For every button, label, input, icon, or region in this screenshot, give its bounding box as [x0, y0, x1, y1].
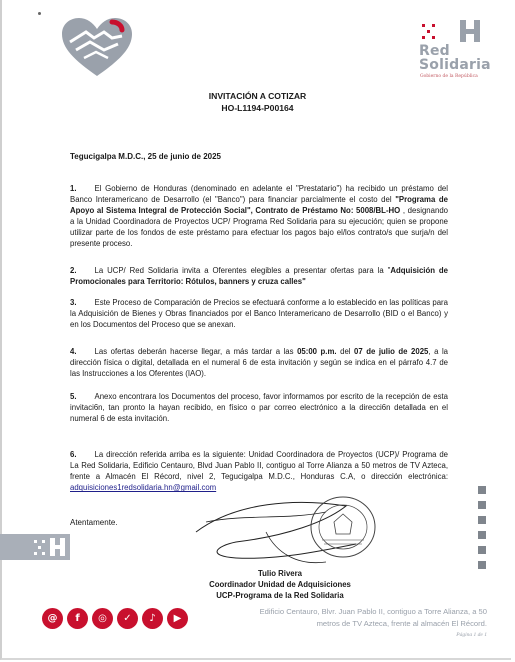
paragraph-number: 1.: [70, 184, 77, 193]
address-line-1: Edificio Centauro, Blvr. Juan Pablo II, contiguo a Torre Alianza, a 50: [259, 607, 487, 616]
paragraph-number: 3.: [70, 298, 77, 307]
closing-salutation: Atentamente.: [70, 518, 118, 527]
paragraph-text: , a la dirección física o digital, detallada en el numeral 6 de esta invitación y según se indica en el párrafo 4.7 de las Instrucciones a los Oferentes (IAO).: [70, 347, 449, 379]
paragraph-2: [70, 265, 448, 287]
page-number: Página 1 de 1: [456, 632, 487, 638]
heart-hands-logo-icon: [60, 16, 134, 78]
instagram-icon[interactable]: ◎: [92, 608, 113, 629]
org-name-line2: Solidaria: [419, 57, 491, 73]
org-name-line1: Red: [419, 43, 450, 59]
paragraph-3: [70, 297, 448, 330]
paragraph-text: La UCP/ Red Solidaria invita a Oferentes elegibles a presentar ofertas para la ": [94, 266, 391, 275]
paragraph-number: 6.: [70, 450, 77, 459]
decor-square: [478, 546, 486, 554]
facebook-icon[interactable]: f: [67, 608, 88, 629]
paragraph-text: Anexo encontrara los Documentos del proceso, favor informamos por escrito de la recepción de esta invitaci6n, tan pronto la hayan recibido, en físico o par correo electrónico a la direcci6n detallada en el numeral 6 de esta invitación.: [70, 392, 448, 424]
address-line-2: metros de TV Azteca, frente al almacén El Récord.: [316, 618, 487, 628]
paragraph-number: 2.: [70, 266, 77, 275]
paragraph-text: Las ofertas deberán hacerse llegar, a más tardar a las: [94, 347, 298, 356]
paragraph-4: [70, 346, 448, 379]
youtube-icon[interactable]: ▶: [167, 608, 188, 629]
decor-square: [478, 561, 486, 569]
paragraph-text: del: [336, 347, 355, 356]
threads-icon[interactable]: @: [42, 608, 63, 629]
side-flag-bar: [0, 534, 70, 560]
footer-address: [187, 606, 487, 629]
document-title: INVITACIÓN A COTIZAR: [208, 91, 307, 101]
program-name: "Programa de Apoyo al Sistema Integral de Protección Social", Contrato de Préstamo No: 5008/BL-HO: [70, 195, 448, 216]
signer-role: Coordinador Unidad de Adquisiciones: [209, 580, 351, 589]
paragraph-text: Este Proceso de Comparación de Precios se efectuará conforme a lo establecido en las políticas para la Adquisición de Bienes y Obras financiados por el Banco Interamericano de Desarrollo (BID o el Banco) y en los Documentos del Proceso que se anexan.: [70, 298, 448, 330]
email-link[interactable]: adquisiciones1redsolidaria.hn@gmail.com: [70, 483, 217, 493]
twitter-icon[interactable]: ✓: [117, 608, 138, 629]
paragraph-text: El Gobierno de Honduras (denominado en adelante el "Prestatario") ha recibido un préstamo del Banco Interamericano de Desarrollo (el "Banco") para financiar parcialmente el costo del: [70, 184, 448, 205]
org-subtitle: Gobierno de la República: [420, 74, 478, 79]
document-date: Tegucigalpa M.D.C., 25 de junio de 2025: [70, 152, 221, 161]
deadline-time: 05:00 p.m.: [297, 347, 337, 356]
corner-mark: [38, 12, 41, 15]
stars-h-icon: [0, 534, 70, 560]
document-code: HO-L1194-P00164: [221, 103, 294, 113]
paragraph-5: [70, 391, 448, 424]
paragraph-text: La dirección referida arriba es la siguiente: Unidad Coordinadora de Proyectos (UCP)/ Programa de La Red Solidaria, Edificio Centauro, Blvd Juan Pablo II, contiguo al Torre Alianza a 50 metros de TV Azteca, frente a Almacén El Récord, nivel 2, Tegucigalpa M.D.C., Honduras C.A, o dirección electrónica:: [70, 450, 448, 482]
decor-square: [478, 501, 486, 509]
decor-square: [478, 486, 486, 494]
side-decoration: [478, 486, 488, 576]
signer-name: Tulio Rivera: [257, 569, 303, 578]
decor-square: [478, 531, 486, 539]
paragraph-1: [70, 183, 448, 250]
paragraph-number: 4.: [70, 347, 77, 356]
paragraph-6: [70, 449, 448, 493]
procurement-object: Adquisición de Promocionales para Territorio: Rótulos, banners y cruza calles": [70, 266, 448, 287]
decor-square: [478, 516, 486, 524]
tiktok-icon[interactable]: ♪: [142, 608, 163, 629]
signer-unit: UCP-Programa de la Red Solidaria: [216, 591, 344, 600]
h-emblem-icon: [458, 18, 482, 44]
deadline-date: 07 de julio de 2025: [354, 347, 429, 356]
paragraph-number: 5.: [70, 392, 77, 401]
signature-block: [180, 568, 380, 601]
paragraph-text: , designando a la Unidad Coordinadora de Proyectos UCP/ Programa Red Solidaria para su ejecución; quien se propone utilizar parte de los fondos de este préstamo para efectuar los pagos bajo el/los contrato/s que surja/n del presente proceso.: [70, 206, 448, 249]
official-seal-stamp: [308, 494, 378, 560]
